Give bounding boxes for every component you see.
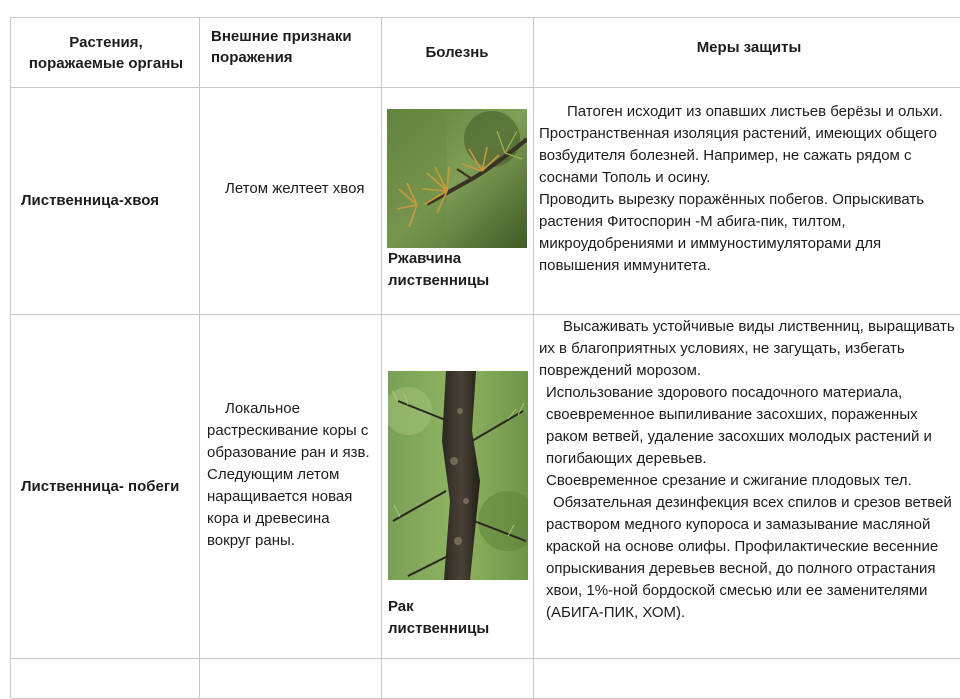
row1-plant-cell xyxy=(11,88,200,315)
row2-disease-cell xyxy=(382,315,534,659)
row1-measure-1: Патоген исходит из опавших листьев берёзы и ольхи. xyxy=(567,103,943,120)
row3-cell-2 xyxy=(200,659,382,699)
header-cell-measures xyxy=(534,18,960,88)
row1-measures xyxy=(539,101,959,277)
disease-table xyxy=(10,17,960,698)
header-cell-disease xyxy=(382,18,534,88)
row2-symptoms: Локальное растрескивание коры с образование ран и язв. Следующим летом наращивается новая кора и древесина вокруг раны. xyxy=(207,400,370,549)
row1-measures-cell xyxy=(534,88,960,315)
row3-cell-4 xyxy=(534,659,960,699)
row1-plant: Лиственница-хвоя xyxy=(21,192,159,209)
row2-measure-4: Обязательная дезинфекция всех спилов и срезов ветвей раствором медного купороса и замазывание масляной краской на основе олифы. Профилактические весенние опрыскивания деревьев весной, до полного отрастания хвои, 1%-ной бордоской смесью или ее заменителями (АБИГА-ПИК, ХОМ). xyxy=(546,494,952,621)
row2-measures-cell xyxy=(534,315,960,659)
row1-symptoms-cell xyxy=(200,88,382,315)
row2-disease: Рак лиственницы xyxy=(388,598,490,637)
header-symptoms: Внешние признаки поражения xyxy=(211,28,352,66)
row2-plant: Лиственница- побеги xyxy=(21,478,180,495)
header-disease: Болезнь xyxy=(425,44,489,61)
row2-plant-cell xyxy=(11,315,200,659)
row1-symptoms: Летом желтеет хвоя xyxy=(225,180,365,197)
row2-symptoms-cell xyxy=(200,315,382,659)
larch-rust-photo xyxy=(387,109,527,248)
header-cell-plants xyxy=(11,18,200,88)
row2-measures xyxy=(539,316,959,624)
row2-measure-3: Своевременное срезание и сжигание плодовых тел. xyxy=(546,472,912,489)
row1-measure-2: Пространственная изоляция растений, имеющих общего возбудителя болезней. Например, не сажать рядом с соснами Тополь и осину. xyxy=(539,125,937,186)
row2-measure-1: Высаживать устойчивые виды лиственниц, выращивать их в благоприятных условиях, не загущать, избегать повреждений морозом. xyxy=(539,318,955,379)
row2-measure-2: Использование здорового посадочного материала, своевременное выпиливание засохших, пораженных раком ветвей, удаление засохших молодых растений и погибающих деревьев. xyxy=(546,384,932,467)
row3-cell-1 xyxy=(11,659,200,699)
row1-measure-3: Проводить вырезку поражённых побегов. Опрыскивать растения Фитоспорин -М абига-пик, тилтом, микроудобрениями и иммуностимуляторами для повышения иммунитета. xyxy=(539,191,925,274)
larch-canker-photo xyxy=(388,371,528,580)
header-measures: Меры защиты xyxy=(696,39,802,56)
header-plants: Растения, поражаемые органы xyxy=(28,34,184,72)
row1-disease: Ржавчина лиственницы xyxy=(388,250,490,289)
header-cell-symptoms xyxy=(200,18,382,88)
row1-disease-cell xyxy=(382,88,534,315)
row3-cell-3 xyxy=(382,659,534,699)
